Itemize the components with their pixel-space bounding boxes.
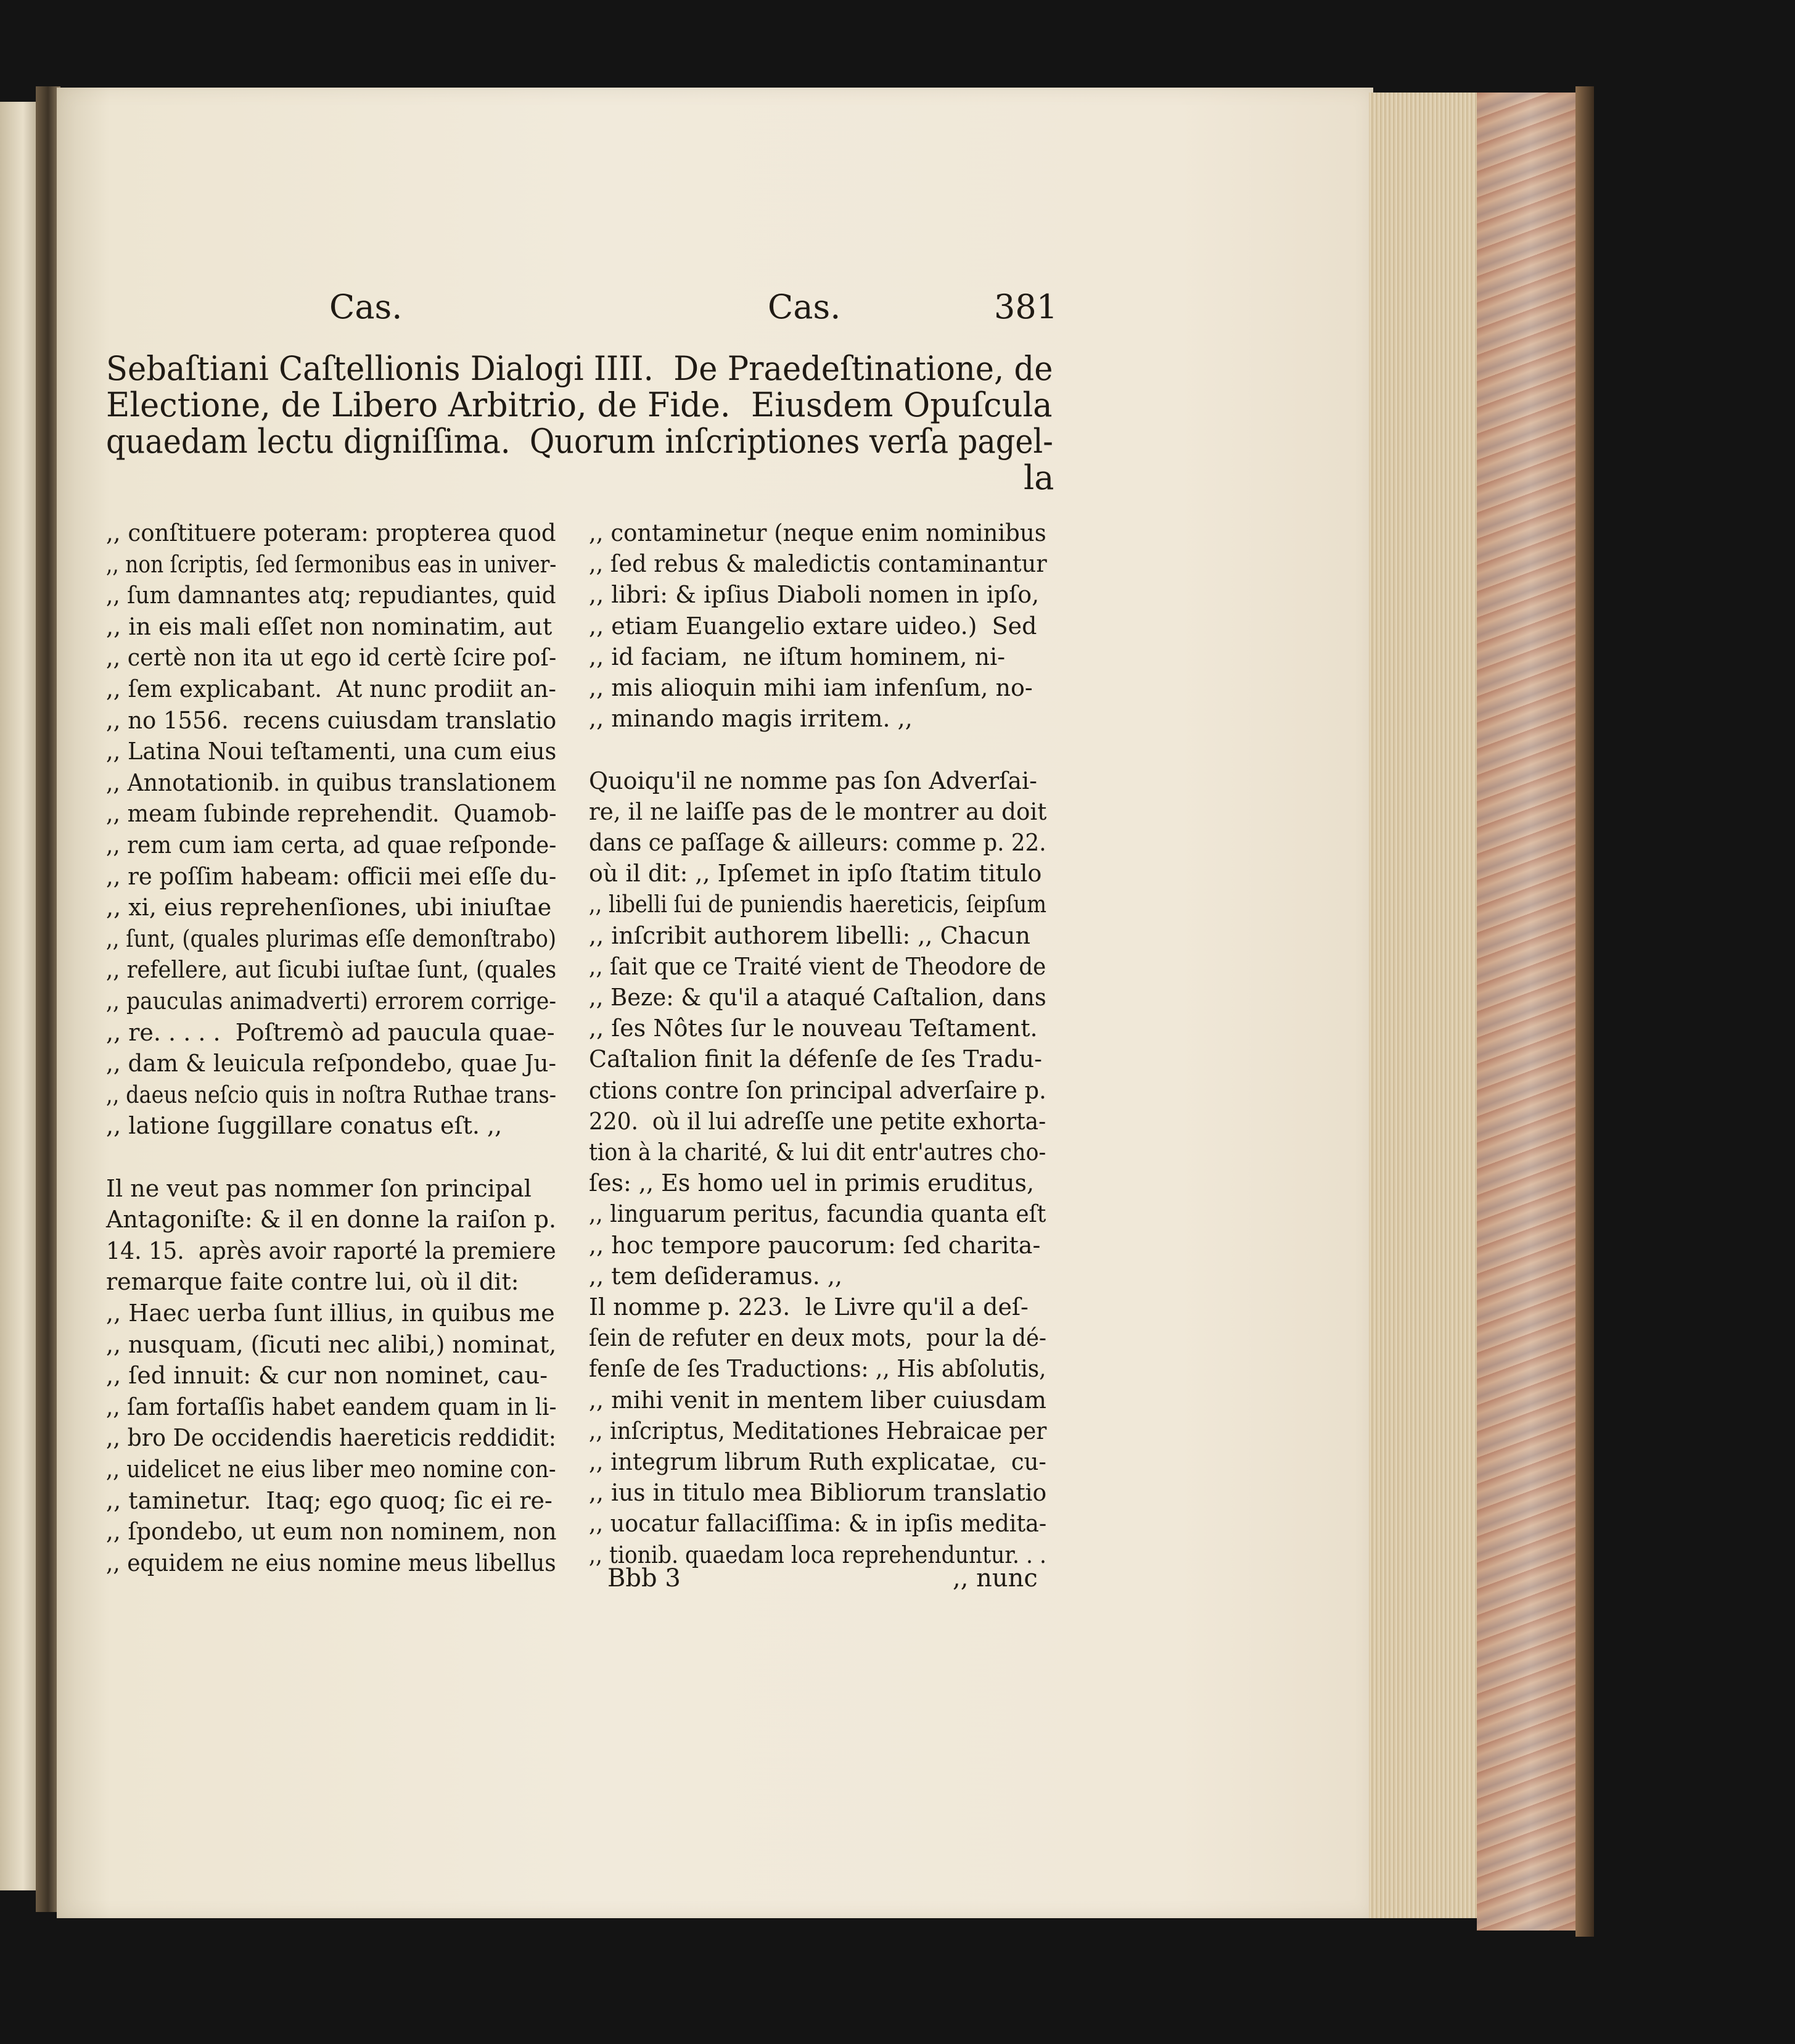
right-col-line: tion à la charité, & lui dit entr'autres cho-	[589, 1139, 1046, 1166]
left-col-line: ,, Latina Noui teſtamenti, una cum eius	[106, 738, 557, 765]
running-head-center: Cas.	[768, 287, 841, 326]
left-col-line: ,, ſum damnantes atq; repudiantes, quid	[106, 582, 556, 609]
facing-page-edge	[0, 102, 38, 1890]
right-col-line: ,, integrum librum Ruth explicatae, cu-	[589, 1448, 1046, 1475]
left-col-line: ,, Haec uerba ſunt illius, in quibus me	[106, 1300, 555, 1327]
left-col-line: ,, ſam fortaſſis habet eandem quam in li-	[106, 1393, 557, 1420]
right-col-line: Quoiqu'il ne nomme pas ſon Adverſai-	[589, 767, 1037, 794]
left-col-line: Il ne veut pas nommer ſon principal	[106, 1174, 532, 1202]
right-col-line: ,, uocatur fallaciſſima: & in ipſis medita-	[589, 1510, 1047, 1538]
title-block-line: Sebaſtiani Caſtellionis Dialogi IIII. De Praedeſtinatione, de	[106, 349, 1053, 388]
right-col-line: ,, contaminetur (neque enim nominibus	[589, 519, 1046, 546]
left-col-line: ,, dam & leuicula reſpondebo, quae Ju-	[106, 1050, 557, 1078]
marbled-cover-board	[1477, 93, 1585, 1931]
left-col-line: ,, Annotationib. in quibus translationem	[106, 769, 557, 796]
signature-mark: Bbb 3	[607, 1564, 681, 1593]
left-col-line: ,, rem cum iam certa, ad quae reſponde-	[106, 831, 557, 859]
page-number: 381	[994, 287, 1058, 326]
right-col-line: ſes: ,, Es homo uel in primis eruditus,	[589, 1169, 1035, 1197]
right-col-line: ,, Beze: & qu'il a ataqué Caſtalion, dans	[589, 984, 1046, 1011]
left-col-line: ,, bro De occidendis haereticis reddidit:	[106, 1424, 556, 1452]
left-col-line: ,, re poſſim habeam: officii mei eſſe du-	[106, 862, 557, 890]
left-col-line: ,, ſem explicabant. At nunc prodiit an-	[106, 675, 556, 703]
title-block-line: Electione, de Libero Arbitrio, de Fide. Eiusdem Opuſcula	[106, 385, 1053, 424]
left-col-line: ,, nusquam, (ſicuti nec alibi,) nominat,	[106, 1330, 557, 1358]
page-block-edge	[1369, 93, 1480, 1918]
catchword: ,, nunc	[953, 1564, 1038, 1593]
right-col-line: ,, ſes Nôtes ſur le nouveau Teſtament.	[589, 1015, 1038, 1042]
left-col-line: ,, no 1556. recens cuiusdam translatio	[106, 706, 557, 734]
left-col-line: remarque faite contre lui, où il dit:	[106, 1268, 519, 1296]
title-block-line: quaedam lectu digniſſima. Quorum inſcriptiones verſa pagel-	[106, 422, 1053, 461]
left-col-line: ,, non ſcriptis, ſed ſermonibus eas in univer-	[106, 550, 557, 578]
right-col-line: ,, libelli ſui de puniendis haereticis, ſeipſum	[589, 891, 1047, 918]
left-col-line: ,, xi, eius reprehenſiones, ubi iniuſtae	[106, 894, 552, 921]
right-col-line: ,, inſcribit authorem libelli: ,, Chacun	[589, 921, 1031, 949]
left-col-line: ,, ſunt, (quales plurimas eſſe demonſtrabo)	[106, 925, 557, 952]
left-col-line: 14. 15. après avoir raporté la premiere	[106, 1237, 556, 1264]
left-col-line: ,, certè non ita ut ego id certè ſcire poſ-	[106, 644, 557, 672]
right-col-line: ,, mihi venit in mentem liber cuiusdam	[589, 1386, 1046, 1414]
right-col-line: re, il ne laiſſe pas de le montrer au doit	[589, 797, 1047, 825]
right-col-line: Caſtalion finit la défenſe de ſes Tradu-	[589, 1045, 1042, 1073]
right-col-line: ,, ſed rebus & maledictis contaminantur	[589, 550, 1047, 578]
right-col-line: Il nomme p. 223. le Livre qu'il a deſ-	[589, 1293, 1029, 1321]
right-col-line: ſein de refuter en deux mots, pour la dé-	[589, 1324, 1046, 1352]
right-col-line: ,, linguarum peritus, facundia quanta eſt	[589, 1200, 1046, 1228]
title-block-line: la	[1024, 458, 1054, 497]
right-col-line: ,, ſait que ce Traité vient de Theodore de	[589, 952, 1046, 980]
right-col-line: dans ce paſſage & ailleurs: comme p. 22.	[589, 829, 1046, 856]
left-col-line: ,, conſtituere poteram: propterea quod	[106, 519, 556, 546]
right-col-line: ctions contre ſon principal adverſaire p.	[589, 1076, 1046, 1104]
left-col-line: ,, taminetur. Itaq; ego quoq; ſic ei re-	[106, 1486, 552, 1514]
left-col-line: ,, ſpondebo, ut eum non nominem, non	[106, 1518, 557, 1546]
left-col-line: ,, refellere, aut ſicubi iuſtae ſunt, (quales	[106, 956, 557, 984]
right-col-line: ,, tem deſideramus. ,,	[589, 1262, 843, 1290]
left-col-line: ,, uidelicet ne eius liber meo nomine con-	[106, 1456, 556, 1483]
left-col-line: ,, re. . . . . Poſtremò ad paucula quae-	[106, 1018, 555, 1046]
left-col-line: ,, meam ſubinde reprehendit. Quamob-	[106, 800, 557, 828]
right-col-line: ,, libri: & ipſius Diaboli nomen in ipſo,	[589, 581, 1040, 609]
left-col-line: ,, equidem ne eius nomine meus libellus	[106, 1549, 556, 1576]
right-col-line: 220. où il lui adreſſe une petite exhorta-	[589, 1107, 1046, 1135]
left-col-line: ,, in eis mali eſſet non nominatim, aut	[106, 612, 552, 640]
right-col-line: ,, mis alioquin mihi iam infenſum, no-	[589, 674, 1033, 701]
left-col-line: ,, ſed innuit: & cur non nominet, cau-	[106, 1362, 548, 1390]
right-col-line: ,, id faciam, ne iſtum hominem, ni-	[589, 643, 1006, 670]
left-col-line: ,, daeus neſcio quis in noſtra Ruthae trans-	[106, 1081, 557, 1108]
right-col-line: ,, etiam Euangelio extare uideo.) Sed	[589, 612, 1037, 640]
right-col-line: fenſe de ſes Traductions: ,, His abſolutis,	[589, 1355, 1046, 1383]
left-col-line: ,, latione ſuggillare conatus eſt. ,,	[106, 1112, 503, 1140]
right-col-line: ,, ius in titulo mea Bibliorum translatio	[589, 1479, 1047, 1507]
right-col-line: ,, inſcriptus, Meditationes Hebraicae per	[589, 1417, 1047, 1444]
right-col-line: ,, tionib. quaedam loca reprehenduntur. . .	[589, 1541, 1046, 1568]
right-col-line: où il dit: ,, Ipſemet in ipſo ſtatim titulo	[589, 860, 1042, 888]
cover-edge-shadow	[1575, 86, 1594, 1937]
left-col-line: ,, pauculas animadverti) errorem corrige-	[106, 987, 557, 1015]
right-col-line: ,, hoc tempore paucorum: ſed charita-	[589, 1231, 1041, 1259]
left-col-line: Antagoniſte: & il en donne la raiſon p.	[106, 1206, 556, 1234]
right-col-line: ,, minando magis irritem. ,,	[589, 705, 913, 733]
running-head-left: Cas.	[329, 287, 403, 326]
